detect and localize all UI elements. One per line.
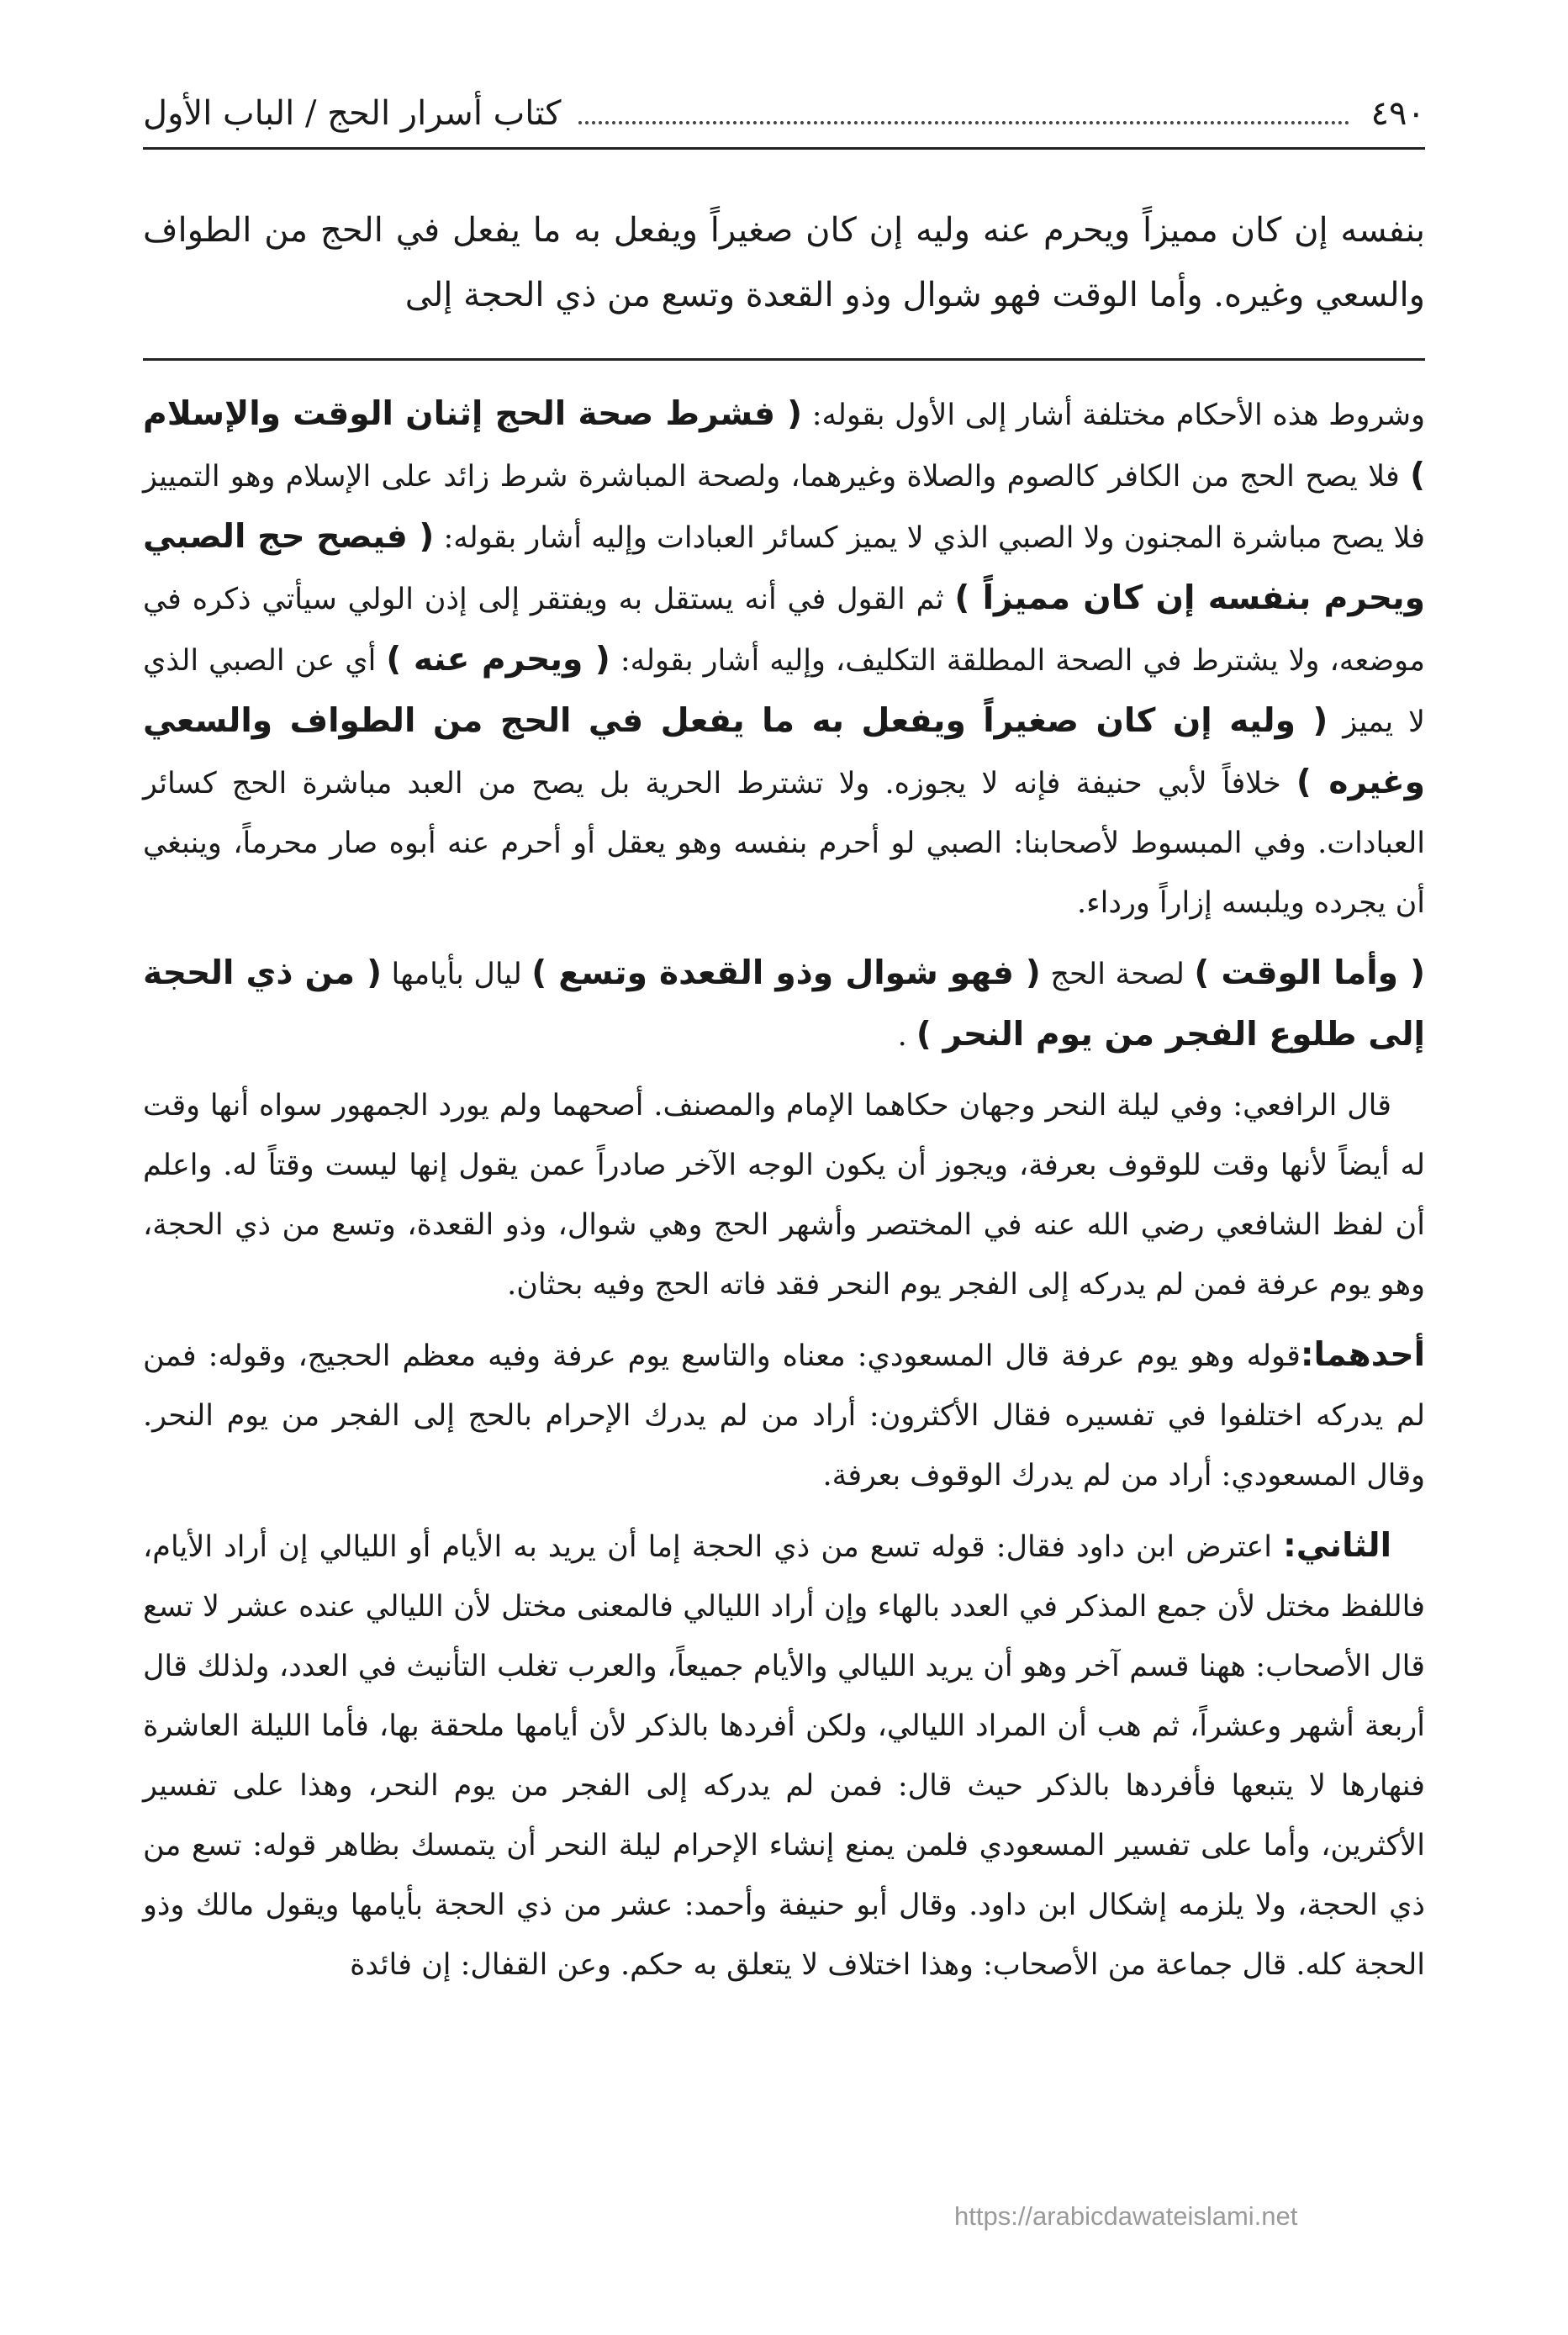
page-number: ٤٩٠	[1370, 94, 1425, 133]
quoted-matn: ( فهو شوال وذو القعدة وتسع )	[531, 954, 1041, 992]
text-run: ثم القول في أنه يستقل به ويفتقر إلى إذن الولي سيأتي ذكره في موضعه، ولا يشترط في الصحة المطلقة التكليف، وإليه أشار بقوله:	[143, 583, 1425, 678]
text-run: خلافاً لأبي حنيفة فإنه لا يجوزه. ولا تشترط الحرية بل يصح من العبد مباشرة الحج كسائر العبادات. وفي المبسوط لأصحابنا: الصبي لو أحرم بنفسه وهو يعقل أو أحرم عنه أبوه صار محرماً، وينبغي أن يجرده ويلبسه إزاراً ورداء.	[143, 767, 1425, 920]
commentary-paragraph-3: قال الرافعي: وفي ليلة النحر وجهان حكاهما الإمام والمصنف. أصحهما ولم يورد الجمهور سواه أنها وقت له أيضاً لأنها وقت للوقوف بعرفة، ويجوز أن يكون الوجه الآخر صادراً عمن يقول إنها ليست وقتاً له. واعلم أن لفظ الشافعي رضي الله عنه في المختصر وأشهر الحج وهي شوال، وذو القعدة، وتسع من ذي الحجة، وهو يوم عرفة فمن لم يدركه إلى الفجر يوم النحر فقد فاته الحج وفيه بحثان.	[143, 1089, 1425, 1302]
commentary-paragraph-4	[143, 1325, 1425, 1506]
quoted-matn: ( وأما الوقت )	[1194, 954, 1425, 992]
text-run: أي عن الصبي الذي لا يميز	[143, 644, 1426, 739]
text-run: فلا يصح الحج من الكافر كالصوم والصلاة وغيرهما، ولصحة المباشرة شرط زائد على الإسلام وهو التمييز فلا يصح مباشرة المجنون ولا الصبي الذي لا يميز كسائر العبادات وإليه أشار بقوله:	[143, 460, 1425, 555]
book-page	[143, 80, 1425, 2300]
commentary	[143, 384, 1425, 1995]
quoted-matn: ( وليه إن كان صغيراً ويفعل به ما يفعل في الحج من الطواف والسعي وغيره )	[143, 702, 1425, 801]
section-label: أحدهما:	[1300, 1336, 1425, 1374]
text-run: وشروط هذه الأحكام مختلفة أشار إلى الأول بقوله:	[802, 399, 1425, 432]
text-run: قوله وهو يوم عرفة قال المسعودي: معناه والتاسع يوم عرفة وفيه معظم الحجيج، وقوله: فمن لم يدركه اختلفوا في تفسيره فقال الأكثرون: أراد من لم يدرك الإحرام بالحج إلى الفجر من يوم النحر. وقال المسعودي: أراد من لم يدرك الوقوف بعرفة.	[143, 1339, 1425, 1492]
quoted-matn: ( فيصح حج الصبي ويحرم بنفسه إن كان مميزاً )	[143, 518, 1426, 617]
footnote-separator	[143, 358, 1425, 361]
commentary-paragraph-1	[143, 384, 1425, 933]
quoted-matn: ( من ذي الحجة إلى طلوع الفجر من يوم النحر )	[143, 954, 1425, 1054]
text-run: ليال بأيامها	[382, 958, 532, 991]
text-run: .	[897, 1019, 916, 1053]
section-label: الثاني:	[1283, 1527, 1391, 1565]
commentary-paragraph-2	[143, 943, 1425, 1066]
main-text	[143, 198, 1425, 328]
main-text-paragraph: بنفسه إن كان مميزاً ويحرم عنه وليه إن كان صغيراً ويفعل به ما يفعل في الحج من الطواف والسعي وغيره. وأما الوقت فهو شوال وذو القعدة وتسع من ذي الحجة إلى	[143, 211, 1425, 314]
leader-dots	[578, 87, 1349, 124]
quoted-matn: ( فشرط صحة الحج إثنان الوقت والإسلام )	[143, 395, 1425, 494]
quoted-matn: ( ويحرم عنه )	[386, 641, 610, 679]
text-run: اعترض ابن داود فقال: قوله تسع من ذي الحجة إما أن يريد به الأيام أو الليالي إن أراد الأيام، فاللفظ مختل لأن جمع المذكر في العدد بالهاء وإن أراد الليالي فالمعنى مختل لأن الليالي عنده عشر لا تسع قال الأصحاب: ههنا قسم آخر وهو أن يريد الليالي والأيام جميعاً، والعرب تغلب التأنيث في العدد، ولذلك قال أربعة أشهر وعشراً، ثم هب أن المراد الليالي، ولكن أفردها بالذكر لأن أيامها ملحقة بها، فأما الليلة العاشرة فنهارها لا يتبعها فأفردها بالذكر حيث قال: فمن لم يدركه إلى الفجر من يوم النحر، وهذا على تفسير الأكثرين، وأما على تفسير المسعودي فلمن يمنع إنشاء الإحرام ليلة النحر أن يتمسك بظاهر قوله: تسع من ذي الحجة، ولا يلزمه إشكال ابن داود. وقال أبو حنيفة وأحمد: عشر من ذي الحجة بأيامها ويقول مالك وذو الحجة كله. قال جماعة من الأصحاب: وهذا اختلاف لا يتعلق به حكم. وعن القفال: إن فائدة	[143, 1530, 1425, 1982]
commentary-paragraph-5	[143, 1516, 1425, 1995]
book-chapter-title: كتاب أسرار الحج / الباب الأول	[143, 94, 562, 133]
running-header	[143, 80, 1425, 150]
text-run: لصحة الحج	[1040, 958, 1195, 991]
source-watermark: https://arabicdawateislami.net	[954, 2201, 1298, 2231]
